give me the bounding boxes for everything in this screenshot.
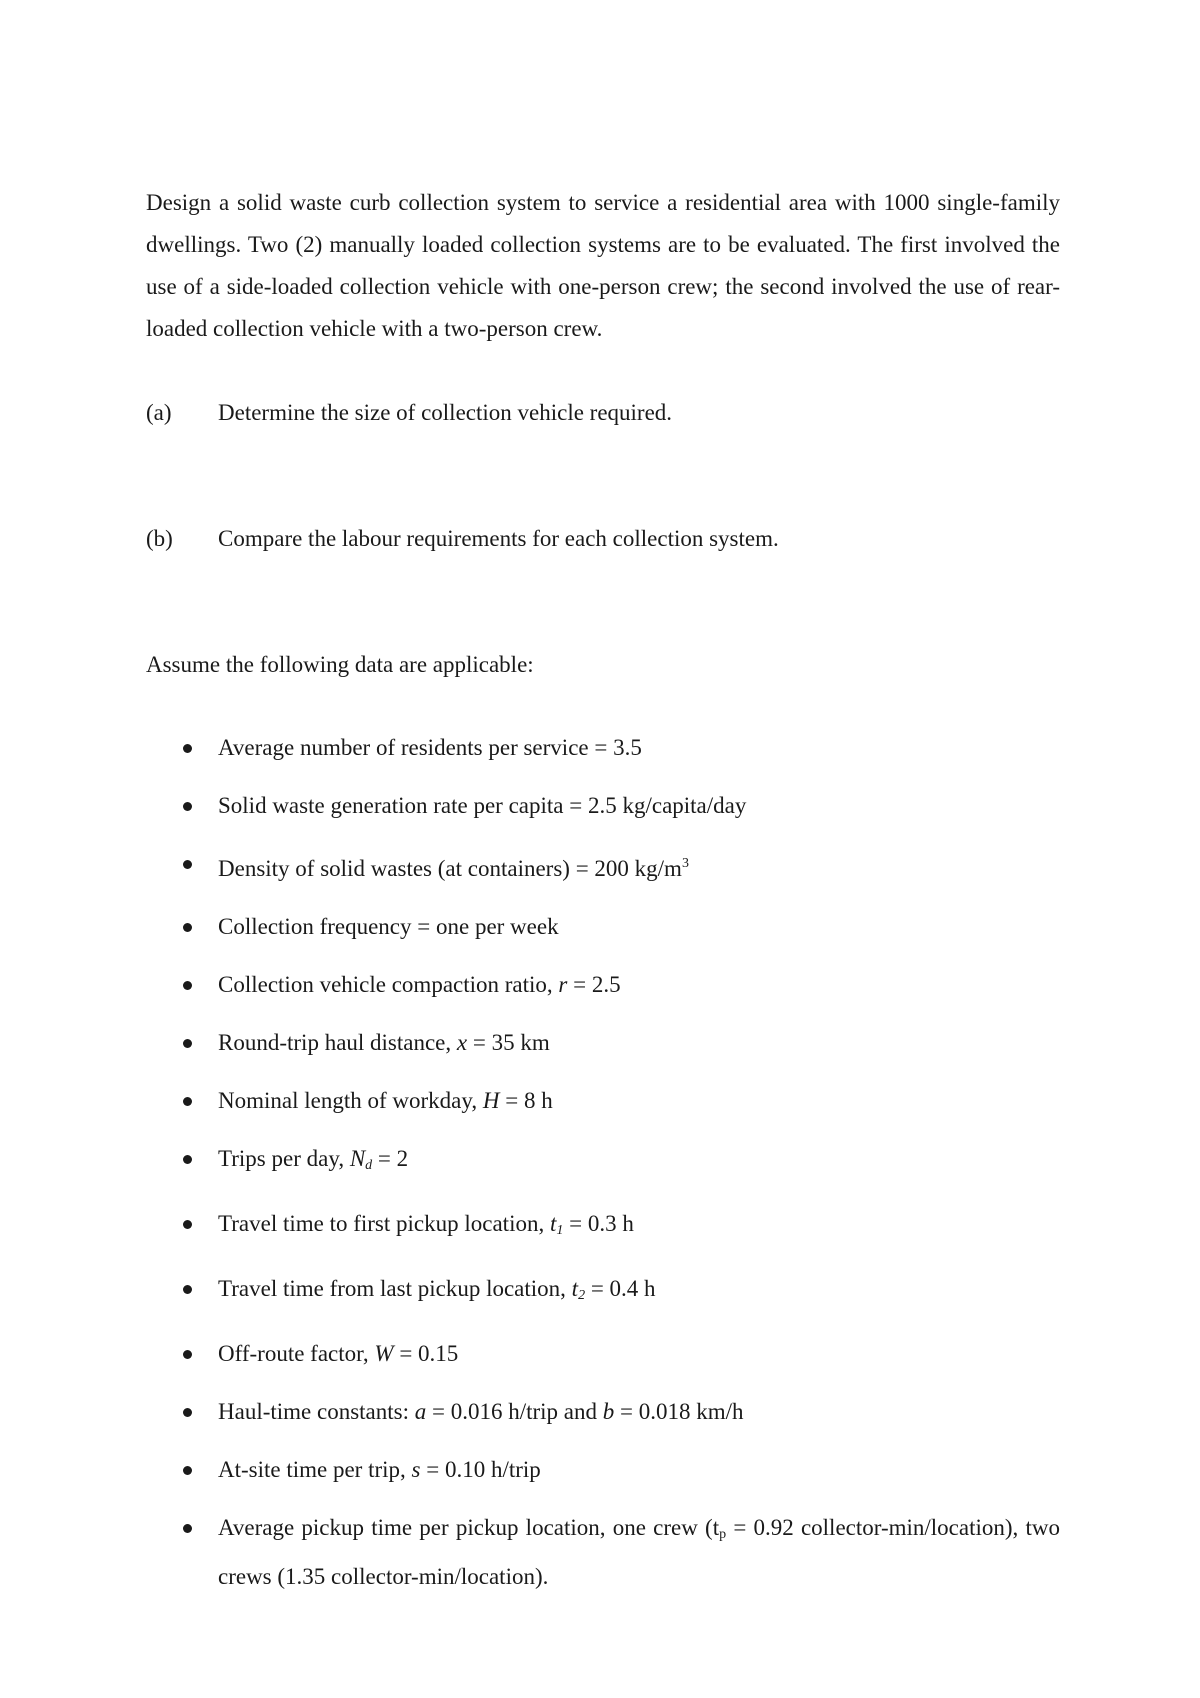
- bullet-icon: [183, 1466, 192, 1475]
- bullet-icon: [183, 981, 192, 990]
- list-item: Average pickup time per pickup location, one crew ($t_p = 0.92$ collector-min/location), two crews (1.35 collector-min/location).: [146, 1507, 1060, 1598]
- list-item: Round-trip haul distance, x = 35 km: [146, 1022, 1060, 1064]
- list-item: At-site time per trip, s = 0.10 h/trip: [146, 1449, 1060, 1491]
- bullet-icon: [183, 1350, 192, 1359]
- list-item: Travel time to first pickup location, $t_1 = 0.3$ h: [146, 1203, 1060, 1252]
- list-item: Density of solid wastes (at containers) = 200 $kg/m^3$: [146, 843, 1060, 890]
- bullet-icon: [183, 744, 192, 753]
- part-a-text: Determine the size of collection vehicle required.: [218, 400, 673, 425]
- list-item: Solid waste generation rate per capita = 2.5 kg/capita/day: [146, 785, 1060, 827]
- bullet-icon: [183, 1408, 192, 1417]
- bullet-icon: [183, 1097, 192, 1106]
- assumptions-list: [146, 727, 1060, 1614]
- list-item: Collection frequency = one per week: [146, 906, 1060, 948]
- document-page: [146, 0, 1060, 1698]
- part-a-label: (a): [146, 400, 172, 425]
- part-b-label: (b): [146, 526, 173, 551]
- bullet-icon: [183, 1524, 192, 1533]
- bullet-icon: [183, 1039, 192, 1048]
- list-item: Travel time from last pickup location, $t_2 = 0.4$ h: [146, 1268, 1060, 1317]
- list-item: Average number of residents per service = 3.5: [146, 727, 1060, 769]
- bullet-icon: [183, 860, 192, 869]
- list-item: Off-route factor, W = 0.15: [146, 1333, 1060, 1375]
- list-item: Nominal length of workday, H = 8 h: [146, 1080, 1060, 1122]
- list-item: Haul-time constants: a = 0.016 h/trip and b = 0.018 km/h: [146, 1391, 1060, 1433]
- bullet-icon: [183, 1155, 192, 1164]
- bullet-icon: [183, 1285, 192, 1294]
- bullet-icon: [183, 802, 192, 811]
- list-item: Trips per day, $N_d = 2$: [146, 1138, 1060, 1187]
- bullet-icon: [183, 1220, 192, 1229]
- assumptions-heading: Assume the following data are applicable:: [146, 652, 534, 677]
- list-item: Collection vehicle compaction ratio, r = 2.5: [146, 964, 1060, 1006]
- bullet-icon: [183, 923, 192, 932]
- problem-statement: Design a solid waste curb collection system to service a residential area with 1000 single-family dwellings. Two (2) manually loaded collection systems are to be evaluated. The first involved the use of a side-loaded collection vehicle with one-person crew; the second involved the use of rear-loaded collection vehicle with a two-person crew.: [146, 190, 1060, 341]
- part-b-text: Compare the labour requirements for each collection system.: [218, 526, 779, 551]
